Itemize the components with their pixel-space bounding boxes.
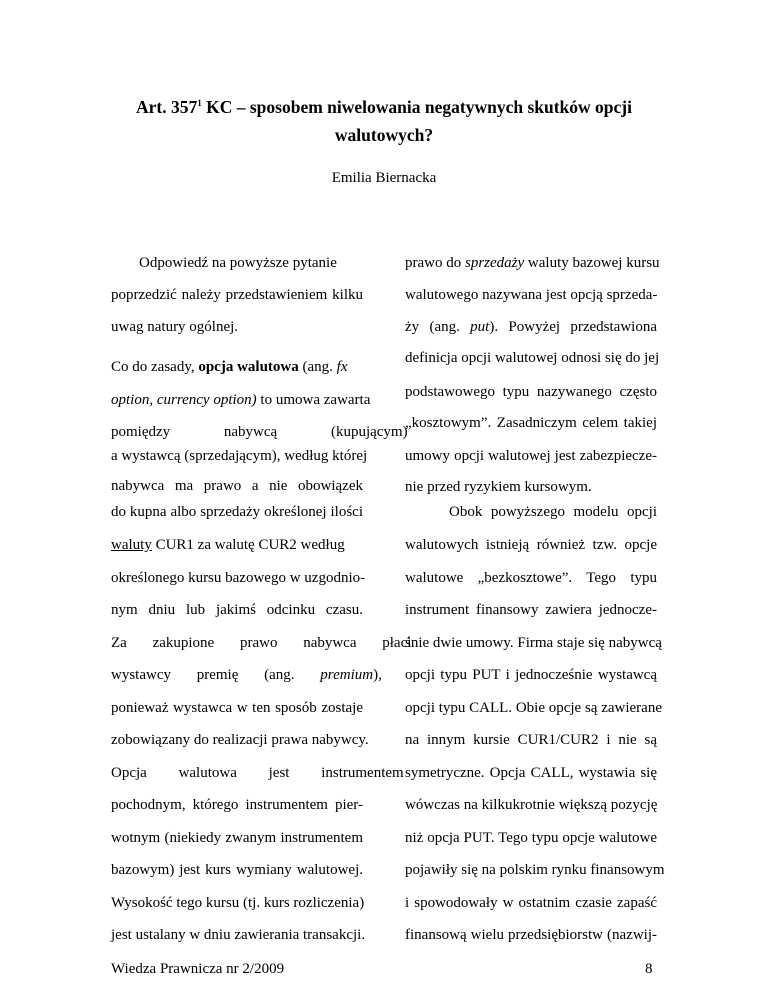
paragraph-line: walutowych istnieją również tzw. opcje xyxy=(405,537,657,553)
paragraph-line: opcji typu CALL. Obie opcje są zawierane xyxy=(405,700,662,716)
paragraph-line: nabywca ma prawo a nie obowiązek xyxy=(111,478,363,494)
paragraph-line: walutowego nazywana jest opcją sprzeda- xyxy=(405,287,658,303)
paragraph-line: i spowodowały w ostatnim czasie zapaść xyxy=(405,895,657,911)
paragraph-line: określonego kursu bazowego w uzgodnio- xyxy=(111,570,366,586)
title-superscript: 1 xyxy=(197,98,202,108)
paragraph-line: podstawowego typu nazywanego często xyxy=(405,384,657,400)
paragraph-line: wówczas na kilkukrotnie większą pozycję xyxy=(405,797,658,813)
paragraph-line: śnie dwie umowy. Firma staje się nabywcą xyxy=(405,635,662,651)
paragraph-line: nym dniu lub jakimś odcinku czasu. xyxy=(111,602,363,618)
paragraph-line: Obok powyższego modelu opcji xyxy=(449,504,657,520)
paragraph-line: Co do zasady, opcja walutowa (ang. fx xyxy=(111,359,348,375)
author-name: Emilia Biernacka xyxy=(331,170,437,186)
paragraph-line: pojawiły się na polskim rynku finansowym xyxy=(405,862,665,878)
paragraph-line: wystawcy premię (ang. premium), xyxy=(111,667,382,683)
paragraph-line: bazowym) jest kurs wymiany walutowej. xyxy=(111,862,363,878)
title-text: Art. 357 xyxy=(136,97,198,117)
paragraph-line: ży (ang. put). Powyżej przedstawiona xyxy=(405,319,657,335)
paragraph-line: uwag natury ogólnej. xyxy=(111,319,239,335)
paragraph-line: walutowe „bezkosztowe”. Tego typu xyxy=(405,570,657,586)
paragraph-line: pochodnym, którego instrumentem pier- xyxy=(111,797,363,813)
paragraph-line: ponieważ wystawca w ten sposób zostaje xyxy=(111,700,363,716)
paragraph-line: a wystawcą (sprzedającym), według której xyxy=(111,448,368,464)
paragraph-line: opcji typu PUT i jednocześnie wystawcą xyxy=(405,667,657,683)
journal-name: Wiedza Prawnicza nr 2/2009 xyxy=(111,961,285,977)
paragraph-line: option, currency option) to umowa zawarta xyxy=(111,392,371,408)
paragraph-line: finansową wielu przedsiębiorstw (nazwij- xyxy=(405,927,657,943)
paragraph-line: instrument finansowy zawiera jednocze- xyxy=(405,602,657,618)
paragraph-line: Opcja walutowa jest instrumentem xyxy=(111,765,404,781)
paragraph-line: „kosztowym”. Zasadniczym celem takiej xyxy=(405,415,657,431)
paragraph-line: poprzedzić należy przedstawieniem kilku xyxy=(111,287,363,303)
paragraph-line: zobowiązany do realizacji prawa nabywcy. xyxy=(111,732,369,748)
paragraph-line: niż opcja PUT. Tego typu opcje walutowe xyxy=(405,830,657,846)
paragraph-line: pomiędzy nabywcą (kupującym) xyxy=(111,424,408,440)
paragraph-line: Odpowiedź na powyższe pytanie xyxy=(139,255,337,271)
paragraph-line: umowy opcji walutowej jest zabezpiecze- xyxy=(405,448,657,464)
paragraph-line: na innym kursie CUR1/CUR2 i nie są xyxy=(405,732,657,748)
paragraph-line: Wysokość tego kursu (tj. kurs rozliczenia) xyxy=(111,895,365,911)
paragraph-line: do kupna albo sprzedaży określonej ilości xyxy=(111,504,363,520)
title-line-2: walutowych? xyxy=(334,125,434,145)
paragraph-line: nie przed ryzykiem kursowym. xyxy=(405,479,592,495)
page-number: 8 xyxy=(645,961,653,977)
paragraph-line: waluty CUR1 za walutę CUR2 według xyxy=(111,537,345,553)
paragraph-line: jest ustalany w dniu zawierania transakcji. xyxy=(111,927,366,943)
paragraph-line: symetryczne. Opcja CALL, wystawia się xyxy=(405,765,657,781)
paragraph-line: wotnym (niekiedy zwanym instrumentem xyxy=(111,830,363,846)
title-text-continued: KC – sposobem niwelowania negatywnych skutków opcji xyxy=(201,97,632,117)
paragraph-line: definicja opcji walutowej odnosi się do jej xyxy=(405,350,660,366)
paragraph-line: Za zakupione prawo nabywca płaci xyxy=(111,635,412,651)
title-line-1 xyxy=(0,93,768,117)
paragraph-line: prawo do sprzedaży waluty bazowej kursu xyxy=(405,255,660,271)
